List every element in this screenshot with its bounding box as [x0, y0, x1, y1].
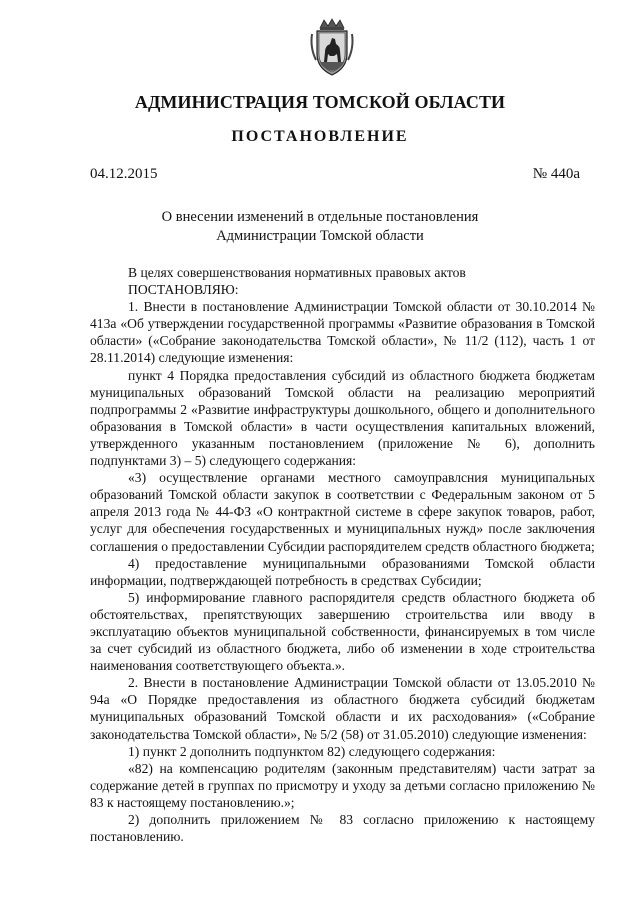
document-subject [0, 208, 640, 246]
document-type-title: ПОСТАНОВЛЕНИЕ [231, 128, 409, 145]
subitem-paragraph: 2) дополнить приложением № 83 согласно приложению к настоящему постановлению. [90, 812, 595, 845]
organization-title: АДМИНИСТРАЦИЯ ТОМСКОЙ ОБЛАСТИ [134, 92, 506, 112]
subject-line: Администрации Томской области [216, 228, 424, 244]
item-paragraph: пункт 4 Порядка предоставления субсидий из областного бюджета бюджетам муниципальных образований Томской области на реализацию мероприятий подпрограммы 2 «Развитие инфраструктуры дошкольного, общего и дополнительного образования в Томской области» в части осуществления капитальных вложений, утвержденного указанным постановлением (приложение № 6), дополнить подпунктами 3) – 5) следующего содержания: [90, 367, 595, 469]
item-paragraph: 2. Внести в постановление Администрации Томской области от 13.05.2010 № 94а «О Порядке предоставления из областного бюджета субсидий бюджетам муниципальных образований Томской области и их расходования» («Собрание законодательства Томской области», № 5/2 (58) от 31.05.2010) следующие изменения: [90, 675, 595, 742]
coat-of-arms-icon [308, 18, 356, 78]
subject-line: О внесении изменений в отдельные постановления [161, 209, 479, 225]
subitem-paragraph: 4) предоставление муниципальными образованиями Томской области информации, подтверждающей потребность в средствах Субсидии; [90, 555, 595, 588]
subitem-paragraph: «3) осуществление органами местного самоуправлсния муниципальных образований Томской области закупок в соответствии с Федеральным законом от 5 апреля 2013 года № 44-ФЗ «О контрактной системе в сфере закупок товаров, работ, услуг для обеспечения государственных и муниципальных нужд» после заключения соглашения о предоставлении Субсидии распорядителем средств областного бюджета; [90, 470, 595, 554]
document-body [90, 264, 595, 845]
preamble-paragraph: В целях совершенствования нормативных правовых актов [128, 265, 466, 280]
item-paragraph: 1. Внести в постановление Администрации Томской области от 30.10.2014 № 413а «Об утверждении государственной программы «Развитие образования в Томской области» («Собрание законодательства Томской области», № 11/2 (112), часть 1 от 28.11.2014) следующие изменения: [90, 299, 595, 366]
subitem-paragraph: 5) информирование главного распорядителя средств областного бюджета об обстоятельствах, препятствующих завершению строительства или вводу в эксплуатацию объектов муниципальной собственности, финансируемых в том числе за счет субсидий из областного бюджета, либо об изменении в ходе строительства наименования соответствующего объекта.». [90, 589, 595, 674]
resolve-word: ПОСТАНОВЛЯЮ: [128, 282, 239, 298]
document-number: № 440а [532, 166, 580, 182]
subitem-paragraph: «82) на компенсацию родителям (законным представителям) части затрат за содержание детей в группах по присмотру и уходу за детьми согласно приложению № 83 к настоящему постановлению.»; [90, 760, 595, 810]
document-date: 04.12.2015 [90, 166, 158, 182]
subitem-paragraph: 1) пункт 2 дополнить подпунктом 82) следующего содержания: [128, 743, 496, 759]
